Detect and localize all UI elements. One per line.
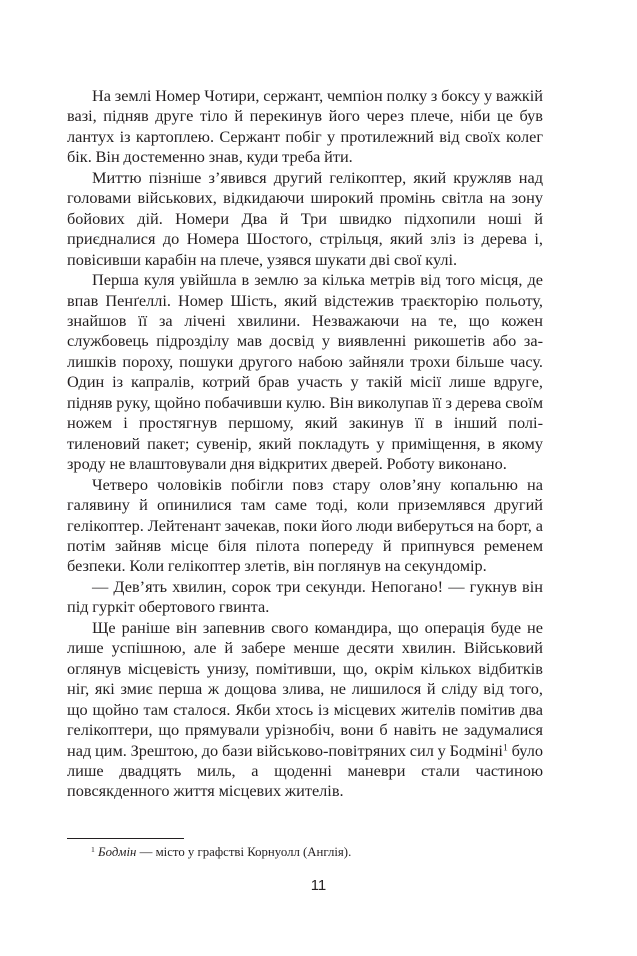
footnote-text: — місто у графстві Корнуолл (Англія). (136, 845, 352, 859)
footnote-reference: 1 (502, 742, 508, 754)
paragraph: — Дев’ять хвилин, сорок три секунди. Непогано! — гукнув він під гуркіт обертового гвинта. (67, 576, 543, 617)
paragraph: Четверо чоловіків побігли повз стару олов’яну копальню на галявину й опинилися там саме тоді, коли приземлявся другий гелікоптер. Лейтенант зачекав, поки його люди виберуться на борт, а потім зайняв місце біля пілота попереду й припнувся ременем безпеки. Коли гелікоптер злетів, він поглянув на секундомір. (67, 474, 543, 576)
paragraph-text-tail: було лише двадцять миль, а щоденні маневри стали частиною повсякденного життя місцевих жителів. (67, 740, 544, 801)
footnote-mark: 1 (91, 844, 95, 854)
page-number: 11 (310, 877, 327, 894)
paragraph-text: Ще раніше він запевнив свого командира, що операція буде не лише успішною, але й забере менше десяти хвилин. Військовий оглянув місцевість унизу, помітивши, що, окрім кількох відбитків ніг, які змиє перша ж дощова злива, не лишилося й сліду від того, що щойно там сталося. Якби хтось із місцевих жителів помітив два гелікоптери, що прямували урізнобіч, вони б навіть не задумалися над цим. Зрештою, до бази військово-повітряних сил у Бодміні (67, 617, 543, 760)
paragraph: Миттю пізніше з’явився другий гелікоптер, який кружляв над головами військових, відкидаючи широкий промінь світла на зону бойових дій. Номери Два й Три швидко підхопили ноші й приєдналися до Номера Шостого, стрільця, який зліз із дерева і, повісивши карабін на плече, узявся шукати дві свої кулі. (67, 167, 543, 269)
paragraph: Перша куля увійшла в землю за кілька метрів від того місця, де впав Пенґеллі. Номер Шість, який відстежив траєкторію польоту, знайшов її за лічені хвилини. Незважаючи на те, що кожен службовець підрозділу мав досвід у виявленні рикошетів або залишків пороху, пошуки другого набою зайняли трохи більше часу. Один із капралів, котрий брав участь у такій місії лише вдруге, підняв руку, щойно побачивши кулю. Він виколупав її з дерева своїм ножем і простягнув першому, який закинув її в інший політиленовий пакет; сувенір, який покладуть у приміщення, в якому зроду не влаштовували дня відкритих дверей. Роботу виконано. (67, 270, 543, 474)
body-text (67, 86, 543, 802)
footnote-term: Бодмін (98, 845, 137, 859)
footnote-divider (67, 838, 184, 839)
paragraph: На землі Номер Чотири, сержант, чемпіон полку з боксу у важкій вазі, підняв друге тіло й перекинув його через плече, ніби це був лантух із картоплею. Сержант побіг у протилежний від своїх колег бік. Він достеменно знав, куди треба йти. (67, 86, 543, 167)
footnote (91, 844, 541, 860)
paragraph-with-footnote (67, 618, 543, 802)
